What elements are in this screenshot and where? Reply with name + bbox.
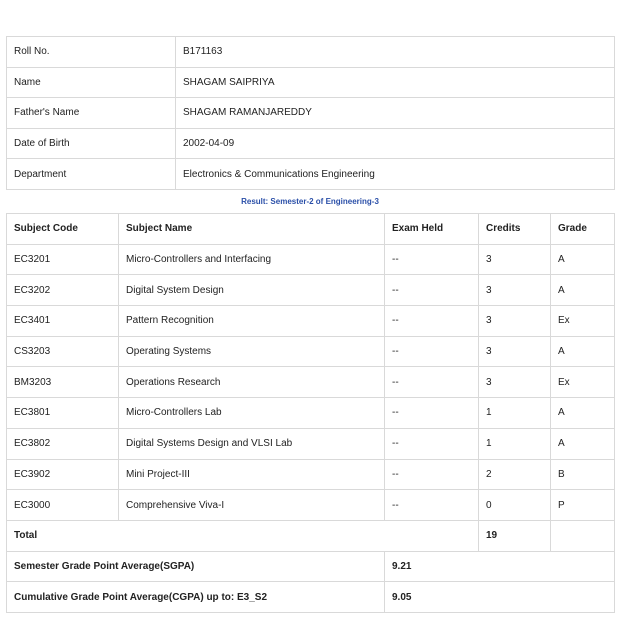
subject-name: Micro-Controllers Lab (119, 398, 385, 429)
table-row (7, 306, 615, 337)
subject-code: EC3201 (7, 244, 119, 275)
exam-held: -- (385, 244, 479, 275)
field-label-fathers-name: Father's Name (7, 98, 176, 129)
table-row (7, 98, 615, 129)
result-caption: Result: Semester-2 of Engineering-3 (241, 197, 379, 206)
credits: 3 (479, 367, 551, 398)
credits: 3 (479, 244, 551, 275)
grade: A (551, 244, 615, 275)
exam-held: -- (385, 367, 479, 398)
grade: A (551, 336, 615, 367)
subject-name: Micro-Controllers and Interfacing (119, 244, 385, 275)
table-row (7, 128, 615, 159)
subject-code: CS3203 (7, 336, 119, 367)
subject-name: Pattern Recognition (119, 306, 385, 337)
table-row (7, 244, 615, 275)
total-label: Total (7, 520, 479, 551)
grade: B (551, 459, 615, 490)
grade: Ex (551, 306, 615, 337)
field-label-name: Name (7, 67, 176, 98)
exam-held: -- (385, 490, 479, 521)
table-row (7, 159, 615, 190)
credits: 0 (479, 490, 551, 521)
table-row (7, 67, 615, 98)
exam-held: -- (385, 306, 479, 337)
subject-code: EC3202 (7, 275, 119, 306)
table-row (7, 459, 615, 490)
table-row (7, 490, 615, 521)
table-row (7, 37, 615, 68)
grade: Ex (551, 367, 615, 398)
field-value-roll-no: B171163 (176, 37, 615, 68)
subject-name: Digital Systems Design and VLSI Lab (119, 428, 385, 459)
exam-held: -- (385, 398, 479, 429)
subject-name: Mini Project-III (119, 459, 385, 490)
header-subject-code: Subject Code (7, 214, 119, 245)
credits: 3 (479, 306, 551, 337)
field-label-department: Department (7, 159, 176, 190)
grade: A (551, 428, 615, 459)
table-row (7, 428, 615, 459)
subject-code: EC3802 (7, 428, 119, 459)
subject-code: EC3000 (7, 490, 119, 521)
header-exam-held: Exam Held (385, 214, 479, 245)
table-row (7, 367, 615, 398)
credits: 1 (479, 428, 551, 459)
header-grade: Grade (551, 214, 615, 245)
subject-code: EC3401 (7, 306, 119, 337)
field-label-roll-no: Roll No. (7, 37, 176, 68)
credits: 1 (479, 398, 551, 429)
field-value-fathers-name: SHAGAM RAMANJAREDDY (176, 98, 615, 129)
field-value-department: Electronics & Communications Engineering (176, 159, 615, 190)
header-subject-name: Subject Name (119, 214, 385, 245)
student-info-table (6, 36, 615, 190)
total-grade-empty (551, 520, 615, 551)
grades-table (6, 213, 615, 613)
grade: A (551, 275, 615, 306)
field-label-date-of-birth: Date of Birth (7, 128, 176, 159)
sgpa-value: 9.21 (385, 551, 615, 582)
total-row (7, 520, 615, 551)
field-value-name: SHAGAM SAIPRIYA (176, 67, 615, 98)
grade: P (551, 490, 615, 521)
credits: 3 (479, 336, 551, 367)
subject-code: EC3902 (7, 459, 119, 490)
subject-name: Operating Systems (119, 336, 385, 367)
table-row (7, 398, 615, 429)
exam-held: -- (385, 336, 479, 367)
table-row (7, 275, 615, 306)
subject-name: Comprehensive Viva-I (119, 490, 385, 521)
grade: A (551, 398, 615, 429)
total-credits: 19 (479, 520, 551, 551)
exam-held: -- (385, 428, 479, 459)
table-row (7, 336, 615, 367)
cgpa-value: 9.05 (385, 582, 615, 613)
field-value-date-of-birth: 2002-04-09 (176, 128, 615, 159)
subject-name: Operations Research (119, 367, 385, 398)
credits: 2 (479, 459, 551, 490)
cgpa-row (7, 582, 615, 613)
exam-held: -- (385, 275, 479, 306)
sgpa-label: Semester Grade Point Average(SGPA) (7, 551, 385, 582)
exam-held: -- (385, 459, 479, 490)
subject-code: EC3801 (7, 398, 119, 429)
table-header-row (7, 214, 615, 245)
subject-code: BM3203 (7, 367, 119, 398)
subject-name: Digital System Design (119, 275, 385, 306)
cgpa-label: Cumulative Grade Point Average(CGPA) up to: E3_S2 (7, 582, 385, 613)
sgpa-row (7, 551, 615, 582)
credits: 3 (479, 275, 551, 306)
header-credits: Credits (479, 214, 551, 245)
